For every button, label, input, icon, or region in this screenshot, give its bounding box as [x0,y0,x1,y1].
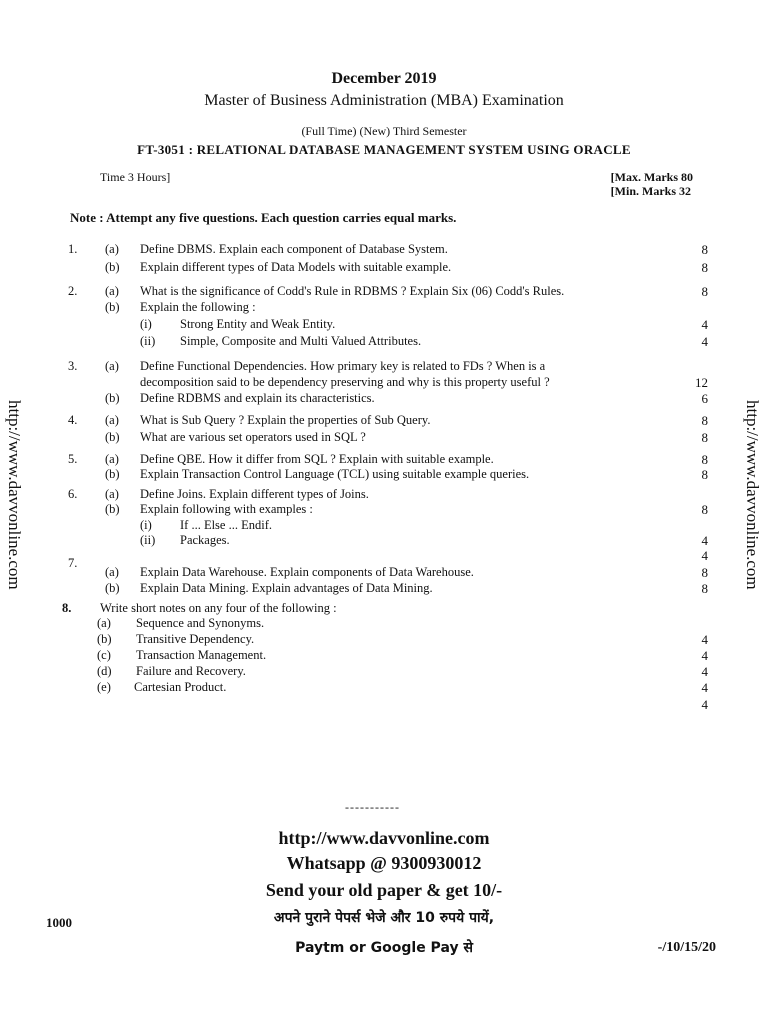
side-url-right: http://www.davvonline.com [743,400,762,590]
part-tag: (a) [105,359,119,373]
question-text: Write short notes on any four of the following : [100,601,337,615]
part-tag: (a) [105,452,119,466]
part-tag: (b) [105,467,120,481]
question-text: Simple, Composite and Multi Valued Attributes. [180,334,422,348]
sub-part-tag: (ii) [140,533,156,547]
marks-block [611,170,693,198]
question-text: decomposition said to be dependency preserving and why is this property useful ? [140,375,550,389]
marks-value: 8 [701,242,708,257]
footer-hindi-offer: अपने पुराने पेपर्स भेजे और 10 रुपये पायें, [273,910,495,926]
question-text: Explain Transaction Control Language (TCL) using suitable example queries. [140,467,530,481]
subject-title: FT-3051 : RELATIONAL DATABASE MANAGEMENT SYSTEM USING ORACLE [137,142,631,157]
marks-value: 8 [701,467,708,482]
question-text: Failure and Recovery. [136,664,246,678]
part-tag: (a) [105,242,119,256]
question-text: Define Functional Dependencies. How primary key is related to FDs ? When is a [140,359,546,373]
question-text: If ... Else ... Endif. [180,518,272,532]
question-text: Packages. [180,533,230,547]
part-tag: (b) [105,391,120,405]
question-text: Transitive Dependency. [136,632,255,646]
part-tag: (b) [105,300,120,314]
part-tag: (b) [105,581,120,595]
question-text: Explain following with examples : [140,502,313,516]
question-text: Explain the following : [140,300,256,314]
question-number: 6. [68,487,78,501]
marks-value: 6 [701,391,708,406]
part-tag: (b) [105,430,120,444]
semester-line: (Full Time) (New) Third Semester [301,124,467,138]
question-text: Explain different types of Data Models with suitable example. [140,260,452,274]
part-tag: (a) [105,284,119,298]
question-text: Define Joins. Explain different types of Joins. [140,487,369,501]
question-text: What is Sub Query ? Explain the properties of Sub Query. [140,413,431,427]
question-number: 8. [62,601,72,615]
part-tag: (b) [105,260,120,274]
marks-value: 8 [701,430,708,445]
footer-offer: Send your old paper & get 10/- [265,880,503,900]
marks-value: 8 [701,502,708,517]
instructions-note: Note : Attempt any five questions. Each question carries equal marks. [70,210,457,225]
min-marks: [Min. Marks 32 [610,184,691,198]
marks-value: 8 [701,565,708,580]
sub-part-tag: (ii) [140,334,156,348]
part-tag: (a) [97,616,111,630]
marks-value: 8 [701,284,708,299]
question-text: Explain Data Warehouse. Explain components of Data Warehouse. [140,565,474,579]
question-text: Define QBE. How it differ from SQL ? Explain with suitable example. [140,452,494,466]
question-text: Define RDBMS and explain its characteristics. [140,391,375,405]
question-text: What is the significance of Codd's Rule in RDBMS ? Explain Six (06) Codd's Rules. [140,284,565,298]
marks-value: 8 [701,581,708,596]
part-tag: (e) [97,680,111,694]
part-tag: (b) [105,502,120,516]
max-marks: [Max. Marks 80 [610,170,693,184]
question-number: 3. [68,359,78,373]
part-tag: (b) [97,632,112,646]
part-tag: (a) [105,565,119,579]
question-text: Cartesian Product. [134,680,227,694]
exam-title: Master of Business Administration (MBA) Examination [204,92,564,109]
sub-part-tag: (i) [140,518,152,532]
question-number: 7. [68,556,78,570]
question-number: 4. [68,413,78,427]
marks-value: 4 [701,317,708,332]
marks-value: 12 [695,375,708,390]
marks-value: 4 [701,648,708,663]
part-tag: (d) [97,664,112,678]
print-count: 1000 [46,915,72,930]
marks-value: 8 [701,413,708,428]
part-tag: (c) [97,648,111,662]
exam-month-year: December 2019 [331,70,437,87]
marks-value: 4 [701,533,708,548]
question-number: 2. [68,284,78,298]
question-text: Strong Entity and Weak Entity. [180,317,336,331]
part-tag: (a) [105,413,119,427]
footer-whatsapp: Whatsapp @ 9300930012 [286,853,482,873]
question-text: What are various set operators used in SQL ? [140,430,366,444]
time-allowed: Time 3 Hours] [100,170,171,184]
marks-value: 4 [701,548,708,563]
question-number: 1. [68,242,78,256]
marks-value: 4 [701,697,708,712]
paper-code: -/10/15/20 [657,940,716,955]
question-text: Explain Data Mining. Explain advantages of Data Mining. [140,581,433,595]
question-text: Transaction Management. [136,648,267,662]
footer-url: http://www.davvonline.com [278,828,490,848]
question-number: 5. [68,452,78,466]
marks-value: 4 [701,680,708,695]
marks-value: 4 [701,334,708,349]
footer-payment: Paytm or Google Pay से [295,940,473,956]
marks-value: 4 [701,632,708,647]
question-text: Define DBMS. Explain each component of Database System. [140,242,448,256]
marks-value: 4 [701,664,708,679]
end-separator: ----------- [345,800,400,814]
part-tag: (a) [105,487,119,501]
marks-value: 8 [701,452,708,467]
side-url-left: http://www.davvonline.com [5,400,24,590]
marks-value: 8 [701,260,708,275]
sub-part-tag: (i) [140,317,152,331]
question-text: Sequence and Synonyms. [136,616,265,630]
